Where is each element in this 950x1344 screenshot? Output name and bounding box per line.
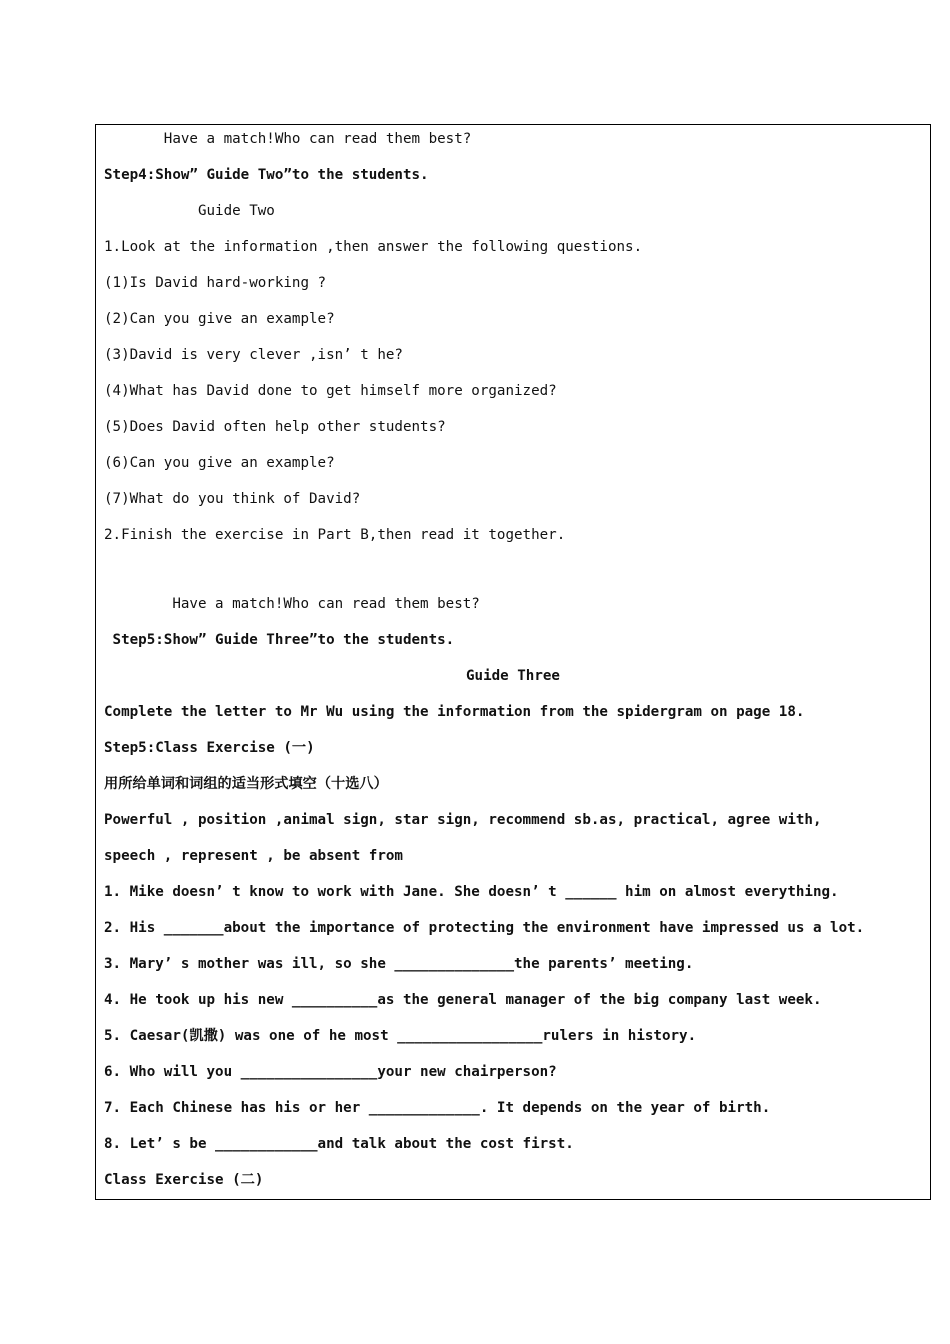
exercise-item: 1. Mike doesn’ t know to work with Jane. She doesn’ t ______ him on almost everything. bbox=[104, 884, 839, 900]
exercise-item: 7. Each Chinese has his or her _____________. It depends on the year of birth. bbox=[104, 1100, 771, 1116]
exercise-item: 3. Mary’ s mother was ill, so she ______________the parents’ meeting. bbox=[104, 956, 694, 972]
guide-two-title: Guide Two bbox=[104, 203, 275, 219]
question-line: (1)Is David hard-working ? bbox=[104, 275, 327, 291]
question-line: (5)Does David often help other students? bbox=[104, 419, 446, 435]
word-bank-line: Powerful , position ,animal sign, star sign, recommend sb.as, practical, agree with, bbox=[104, 812, 822, 828]
text-line: Have a match!Who can read them best? bbox=[104, 596, 480, 612]
question-line: (4)What has David done to get himself more organized? bbox=[104, 383, 557, 399]
exercise-item: 5. Caesar(凯撒) was one of he most _________________rulers in history. bbox=[104, 1028, 697, 1044]
class-exercise-1-heading: Step5:Class Exercise (一) bbox=[104, 740, 315, 756]
question-line: (3)David is very clever ,isn’ t he? bbox=[104, 347, 403, 363]
text-line: 2.Finish the exercise in Part B,then read it together. bbox=[104, 527, 566, 543]
exercise-item: 6. Who will you ________________your new chairperson? bbox=[104, 1064, 557, 1080]
text-line: Complete the letter to Mr Wu using the information from the spidergram on page 18. bbox=[104, 704, 805, 720]
text-line: 1.Look at the information ,then answer the following questions. bbox=[104, 239, 643, 255]
class-exercise-2-heading: Class Exercise (二) bbox=[104, 1172, 264, 1188]
text-line: Have a match!Who can read them best? bbox=[104, 131, 472, 147]
step4-heading: Step4:Show” Guide Two”to the students. bbox=[104, 167, 429, 183]
exercise-item: 4. He took up his new __________as the general manager of the big company last week. bbox=[104, 992, 822, 1008]
exercise-item: 8. Let’ s be ____________and talk about the cost first. bbox=[104, 1136, 574, 1152]
step5-heading: Step5:Show” Guide Three”to the students. bbox=[104, 632, 455, 648]
exercise-item: 2. His _______about the importance of protecting the environment have impressed us a lot. bbox=[104, 920, 865, 936]
document-page bbox=[95, 124, 931, 1200]
question-line: (7)What do you think of David? bbox=[104, 491, 361, 507]
guide-three-title: Guide Three bbox=[466, 668, 560, 684]
instruction-line: 用所给单词和词组的适当形式填空（十选八） bbox=[104, 776, 388, 792]
question-line: (6)Can you give an example? bbox=[104, 455, 335, 471]
word-bank-line: speech , represent , be absent from bbox=[104, 848, 403, 864]
question-line: (2)Can you give an example? bbox=[104, 311, 335, 327]
